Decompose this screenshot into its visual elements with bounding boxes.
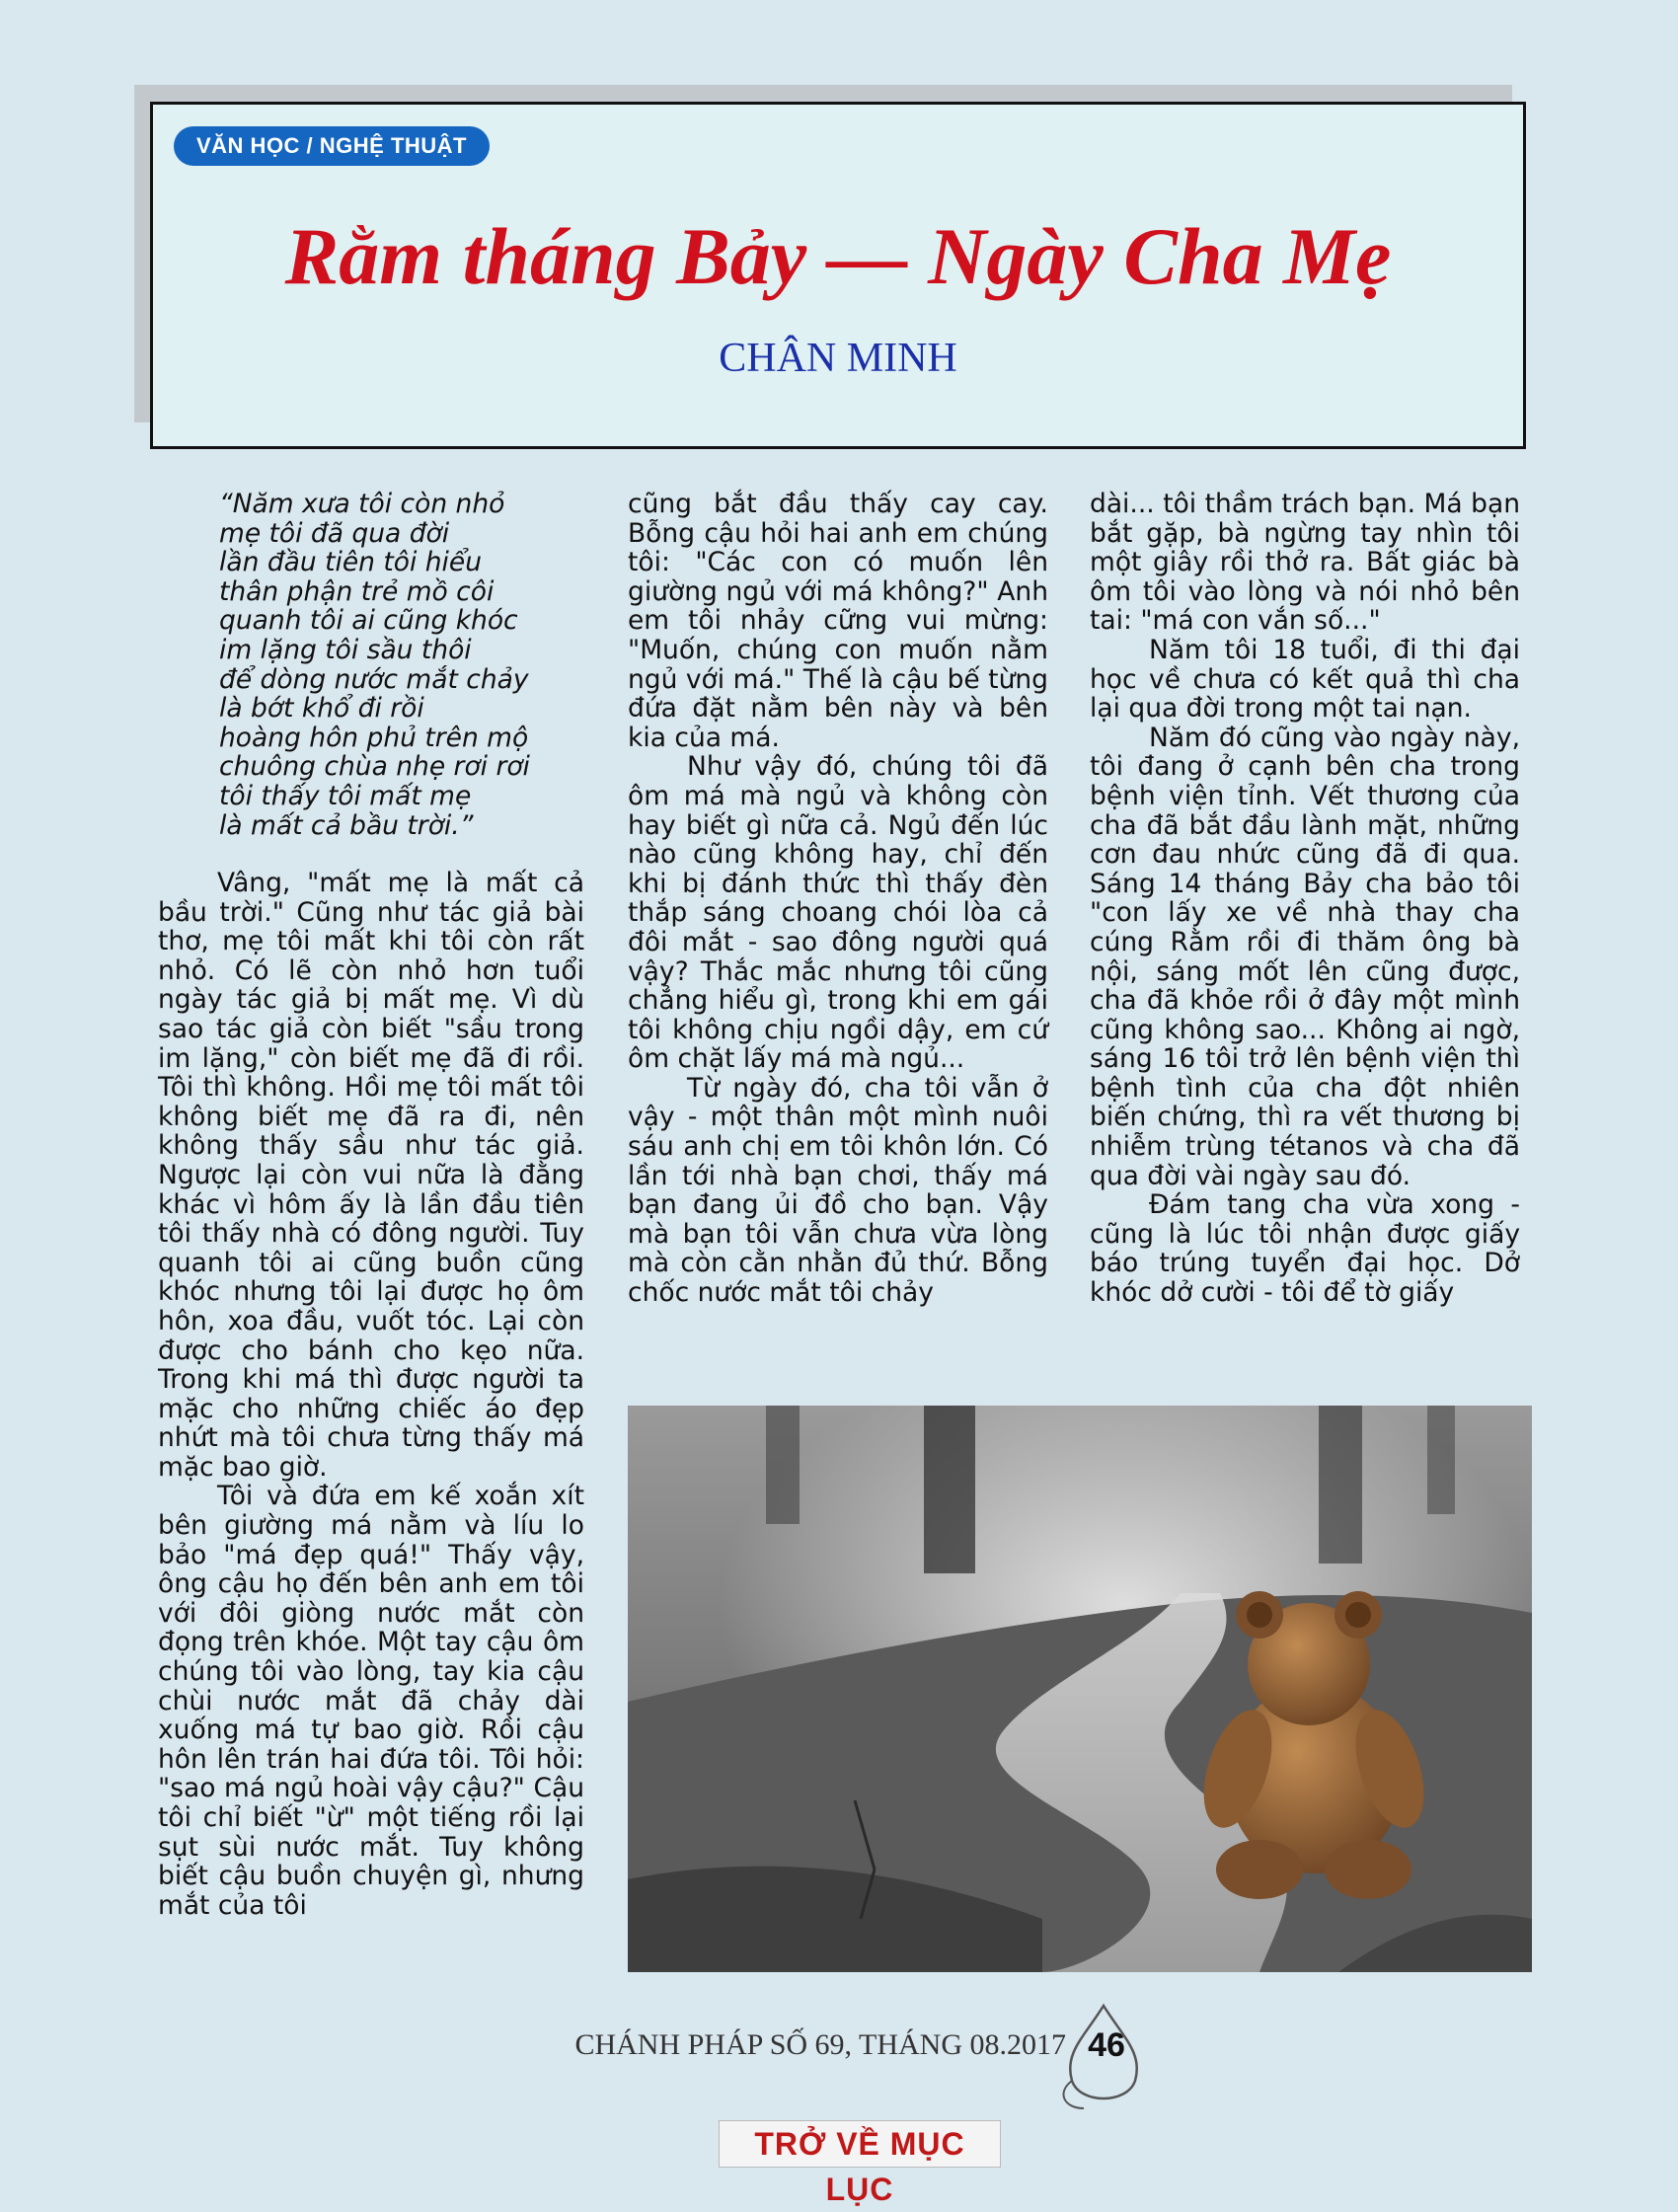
poem-line: là bớt khổ đi rồi [219, 693, 424, 725]
teddy-bear-illustration [628, 1406, 1532, 1972]
poem-line: thân phận trẻ mồ côi [219, 575, 495, 607]
poem-line: chuông chùa nhẹ rơi rơi [219, 751, 530, 783]
paragraph: Đám tang cha vừa xong - cũng là lúc tôi nhận được giấy báo trúng tuyển đại học. Dở khóc dở cười - tôi để tờ giấy [1090, 1189, 1520, 1309]
poem-line: hoàng hôn phủ trên mộ [219, 722, 529, 753]
poem-line: tôi thấy tôi mất mẹ [219, 780, 472, 811]
paragraph: Vâng, "mất mẹ là mất cả bầu trời." Cũng như tác giả bài thơ, mẹ tôi mất khi tôi còn rất nhỏ. Có lẽ còn nhỏ hơn tuổi ngày tác giả bị mất mẹ. Vì dù sao tác giả còn biết "sầu trong im lặng," còn biết mẹ đã đi rồi. Tôi thì không. Hồi mẹ tôi mất tôi không biết mẹ đã ra đi, nên không thấy sầu như tác giả. Ngược lại còn vui nữa là đằng khác vì hôm ấy là lần đầu tiên tôi thấy nhà có đông người. Tuy quanh tôi ai cũng buồn cũng khóc nhưng tôi lại được họ ôm hôn, xoa đầu, vuốt tóc. Lại còn được cho bánh cho kẹo nữa. Trong khi má thì được người ta mặc cho những chiếc áo đẹp nhứt mà tôi chưa từng thấy má mặc bao giờ. [158, 868, 584, 1483]
poem-line: mẹ tôi đã qua đời [219, 517, 450, 549]
paragraph: Như vậy đó, chúng tôi đã ôm má mà ngủ và không còn hay biết gì nữa cả. Ngủ đến lúc nào cũng không hay, chỉ đến khi bị đánh thức thì thấy đèn thắp sáng choang chói lòa cả đôi mắt - sao đông người quá vậy? Thắc mắc nhưng tôi cũng chẳng hiểu gì, trong khi em gái tôi không chịu ngồi dậy, em cứ ôm chặt lấy má mà ngủ... [628, 751, 1048, 1075]
poem [219, 490, 574, 840]
poem-line: quanh tôi ai cũng khóc [219, 605, 518, 637]
article-author: CHÂN MINH [719, 336, 957, 381]
poem-line: là mất cả bầu trời.” [219, 809, 474, 841]
poem-line: để dòng nước mắt chảy [219, 663, 529, 695]
paragraph: Tôi và đứa em kế xoắn xít bên giường má nằm và líu lo bảo "má đẹp quá!" Thấy vậy, ông cậu họ đến bên anh em tôi với đôi giòng nước mắt còn đọng trên khóe. Một tay cậu ôm chúng tôi vào lòng, tay kia cậu chùi nước mắt đã chảy dài xuống má tự bao giờ. Rồi cậu hôn lên trán hai đứa tôi. Tôi hỏi: "sao má ngủ hoài vậy cậu?" Cậu tôi chỉ biết "ừ" một tiếng rồi lại sụt sùi nước mắt. Tuy không biết cậu buồn chuyện gì, nhưng mắt của tôi [158, 1481, 584, 1921]
paragraph: Năm đó cũng vào ngày này, tôi đang ở cạnh bên cha trong bệnh viện tỉnh. Vết thương của cha đã bắt đầu lành mặt, những cơn đau nhức cũng đã đi qua. Sáng 14 tháng Bảy cha bảo tôi "con lấy xe về nhà thay cha cúng Rằm rồi đi thăm ông bà nội, sáng mốt lên cũng được, cha đã khỏe rồi ở đây một mình cũng không sao... Không ai ngờ, sáng 16 tôi trở lên bệnh viện thì bệnh tình của cha đột nhiên biến chứng, thì ra vết thương bị nhiễm trùng tétanos và cha đã qua đời vài ngày sau đó. [1090, 722, 1520, 1191]
paragraph: Từ ngày đó, cha tôi vẫn ở vậy - một thân một mình nuôi sáu anh chị em tôi khôn lớn. Có lần tới nhà bạn chơi, thấy má bạn đang ủi đồ cho bạn. Vậy mà bạn tôi vẫn chưa vừa lòng mà còn cằn nhằn đủ thứ. Bỗng chốc nước mắt tôi chảy [628, 1072, 1048, 1309]
article-column-3 [1090, 490, 1520, 1308]
page-number: 46 [1088, 2026, 1125, 2064]
back-to-toc-button[interactable]: TRỞ VỀ MỤC LỤC [719, 2120, 1001, 2168]
section-tag: VĂN HỌC / NGHỆ THUẬT [174, 126, 490, 166]
poem-line: im lặng tôi sầu thôi [219, 634, 472, 665]
article-title: Rằm tháng Bảy — Ngày Cha Mẹ [284, 211, 1392, 301]
article-column-1 [158, 869, 584, 1920]
poem-line: lần đầu tiên tôi hiểu [219, 547, 483, 578]
paragraph: dài... tôi thầm trách bạn. Má bạn bắt gặp, bà ngừng tay nhìn tôi một giây rồi thở ra. Bất giác bà ôm tôi vào lòng và nói nhỏ bên tai: "má con vắn số..." [1090, 489, 1520, 637]
publication-info: CHÁNH PHÁP SỐ 69, THÁNG 08.2017 [574, 2028, 1066, 2061]
paragraph: cũng bắt đầu thấy cay cay. Bỗng cậu hỏi hai anh em chúng tôi: "Các con có muốn lên giường ngủ với má không?" Anh em tôi nhảy cững vui mừng: "Muốn, chúng con muốn nằm ngủ với má." Thế là cậu bế từng đứa đặt nằm bên này và bên kia của má. [628, 489, 1048, 753]
poem-line: “Năm xưa tôi còn nhỏ [219, 489, 505, 519]
paragraph: Năm tôi 18 tuổi, đi thi đại học về chưa có kết quả thì cha lại qua đời trong một tai nạn. [1090, 634, 1520, 725]
teddy-bear-photo [628, 1406, 1532, 1972]
article-column-2 [628, 490, 1048, 1308]
